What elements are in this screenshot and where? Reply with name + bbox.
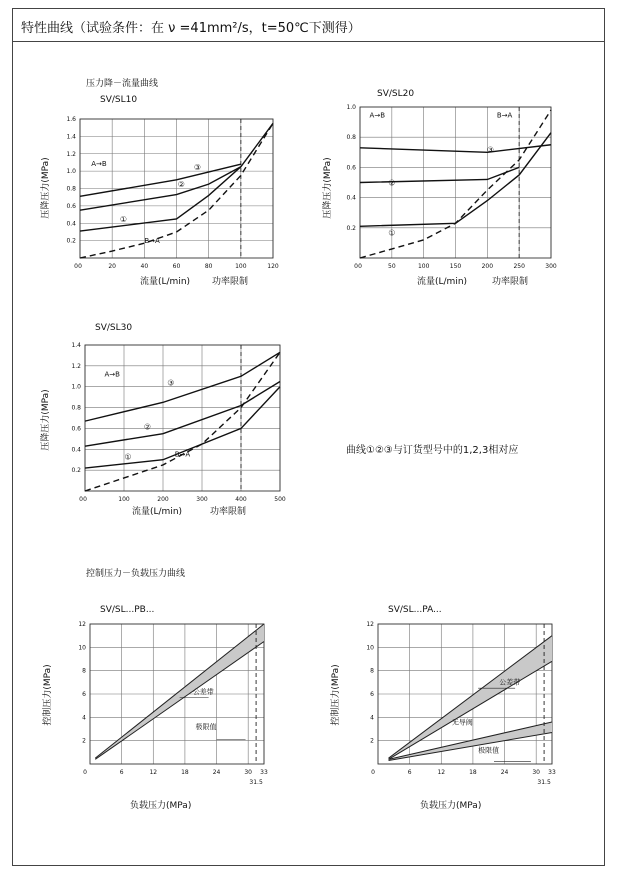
y-tick-label: 2 — [82, 737, 86, 745]
x-tick-label: 0 — [78, 263, 82, 270]
x-tick-label: 400 — [235, 496, 247, 503]
x-tick-label: 33 — [548, 769, 556, 776]
y-tick-label: 10 — [366, 644, 374, 652]
chart-title: SV/SL...PB... — [100, 605, 155, 615]
y-tick-label: 0.2 — [346, 224, 356, 232]
curve-number-label: ② — [143, 422, 151, 432]
origin-tick-label: 0 — [74, 263, 78, 270]
x-tick-label: 30 — [532, 769, 541, 776]
x-tick-label: 100 — [235, 263, 247, 270]
curve-number-label: ③ — [486, 145, 495, 155]
y-tick-label: 0.6 — [346, 164, 356, 172]
y-tick-label: 1.4 — [66, 133, 76, 141]
y-tick-label: 1.0 — [66, 168, 76, 176]
x-tick-label: 12 — [149, 769, 158, 776]
x-tick-label: 6 — [407, 769, 412, 776]
chart-title: SV/SL30 — [95, 323, 133, 333]
flow-direction-label: A→B — [104, 370, 120, 379]
x-tick-label: 20 — [108, 263, 116, 270]
chart-title: SV/SL10 — [100, 95, 138, 105]
curve-note: 曲线①②③与订货型号中的1,2,3相对应 — [346, 445, 519, 456]
y-tick-label: 0.8 — [71, 404, 81, 412]
x-tick-label: 33 — [260, 769, 268, 776]
band-boundary-line — [389, 733, 552, 761]
y-tick-label: 0.4 — [66, 220, 76, 228]
y-tick-label: 12 — [366, 621, 374, 628]
flow-direction-label: B→A — [174, 450, 191, 459]
curve-number-label: ③ — [193, 162, 201, 172]
band-boundary-line — [389, 636, 552, 759]
chart-sv-sl-pa — [330, 600, 570, 815]
y-tick-label: 0.4 — [71, 446, 81, 454]
chart-title: SV/SL20 — [377, 89, 415, 99]
band-label: 无导阀 — [451, 718, 473, 727]
origin-tick-label: 0 — [371, 769, 375, 776]
curve-number-label: ② — [388, 178, 396, 188]
x-tick-label: 24 — [212, 769, 221, 776]
x-tick-label: 120 — [267, 263, 279, 270]
y-tick-label: 1.0 — [71, 383, 81, 391]
x-tick-label: 300 — [196, 496, 208, 503]
flow-direction-label: B→A — [496, 111, 513, 120]
x-tick-label: 24 — [500, 769, 509, 776]
chart-sv-sl10 — [40, 88, 290, 288]
x-tick-label: 80 — [204, 263, 213, 270]
x-axis-label: 负载压力(MPa) — [420, 801, 482, 811]
band-label: 公差带 — [499, 678, 521, 687]
limit-value-label: 31.5 — [249, 779, 263, 786]
y-tick-label: 1.4 — [71, 342, 81, 349]
x-axis-label: 负载压力(MPa) — [130, 801, 192, 811]
flow-direction-label: B→A — [144, 237, 160, 246]
page-header — [12, 8, 605, 42]
y-axis-label: 控制压力(MPa) — [43, 664, 53, 726]
band-boundary-line — [95, 642, 264, 760]
y-tick-label: 0.8 — [66, 185, 76, 193]
x-tick-label: 150 — [449, 263, 462, 270]
y-tick-label: 2 — [370, 737, 374, 745]
y-tick-label: 8 — [82, 667, 86, 675]
y-tick-label: 1.2 — [71, 362, 81, 370]
y-tick-label: 0.8 — [346, 134, 356, 142]
x-tick-label: 200 — [481, 263, 494, 270]
y-tick-label: 6 — [370, 691, 374, 698]
band-label: 公差带 — [192, 688, 214, 696]
power-limit-label: 功率限制 — [212, 277, 249, 287]
x-tick-label: 0 — [83, 496, 87, 503]
x-tick-label: 100 — [417, 263, 430, 270]
y-tick-label: 0.6 — [66, 202, 76, 210]
curve-number-label: ① — [388, 228, 396, 238]
y-tick-label: 0.6 — [71, 425, 81, 433]
y-tick-label: 0.2 — [66, 237, 76, 245]
x-tick-label: 100 — [118, 496, 130, 503]
x-tick-label: 0 — [358, 263, 362, 270]
origin-tick-label: 0 — [354, 263, 358, 270]
x-tick-label: 6 — [119, 769, 124, 776]
y-tick-label: 1.0 — [346, 104, 356, 111]
y-tick-label: 1.2 — [66, 150, 76, 158]
x-tick-label: 300 — [545, 263, 557, 270]
page-title: 特性曲线（试验条件：在 ν =41mm²/s，t=50℃下测得） — [21, 21, 361, 36]
y-tick-label: 0.4 — [346, 194, 356, 202]
chart-title: SV/SL...PA... — [388, 605, 442, 615]
y-tick-label: 12 — [78, 621, 86, 628]
section-heading-control-pressure: 控制压力－负载压力曲线 — [86, 569, 186, 579]
power-limit-label: 功率限制 — [492, 277, 529, 287]
origin-tick-label: 0 — [83, 769, 87, 776]
curve-number-label: ① — [124, 452, 132, 462]
origin-tick-label: 0 — [79, 496, 83, 503]
band-label: 极限值 — [478, 746, 500, 755]
x-tick-label: 50 — [388, 263, 396, 270]
y-axis-label: 压降压力(MPa) — [323, 157, 333, 219]
x-axis-label: 流量(L/min) — [140, 277, 191, 287]
x-tick-label: 30 — [244, 769, 253, 776]
chart-sv-sl-pb — [40, 600, 280, 815]
curve-number-label: ② — [177, 180, 185, 190]
x-tick-label: 18 — [181, 769, 189, 776]
x-tick-label: 60 — [172, 263, 181, 270]
x-axis-label: 流量(L/min) — [417, 277, 468, 287]
series-line-curve — [360, 167, 519, 182]
band-boundary-line — [95, 624, 264, 758]
flow-direction-label: A→B — [91, 159, 107, 168]
y-tick-label: 4 — [370, 714, 374, 722]
band-label: 极限值 — [195, 723, 217, 731]
x-tick-label: 250 — [513, 263, 525, 270]
y-tick-label: 1.6 — [66, 116, 76, 123]
y-axis-label: 压降压力(MPa) — [41, 389, 51, 451]
x-tick-label: 12 — [437, 769, 446, 776]
chart-sv-sl20 — [322, 88, 562, 288]
y-tick-label: 10 — [78, 644, 86, 652]
chart-sv-sl30 — [40, 318, 295, 523]
flow-direction-label: A→B — [369, 111, 386, 120]
y-axis-label: 控制压力(MPa) — [331, 664, 341, 726]
x-tick-label: 200 — [157, 496, 169, 503]
curve-number-label: ① — [119, 214, 128, 224]
x-axis-label: 流量(L/min) — [132, 507, 183, 517]
section-heading-pressure-drop: 压力降－流量曲线 — [86, 79, 159, 89]
limit-value-label: 31.5 — [537, 779, 551, 786]
curve-number-label: ③ — [167, 378, 175, 388]
y-tick-label: 0.2 — [71, 467, 81, 475]
y-tick-label: 6 — [82, 691, 86, 698]
y-tick-label: 4 — [82, 714, 86, 722]
x-tick-label: 40 — [140, 263, 149, 270]
x-tick-label: 18 — [469, 769, 477, 776]
power-limit-label: 功率限制 — [210, 507, 247, 517]
x-tick-label: 500 — [274, 496, 286, 503]
y-axis-label: 压降压力(MPa) — [41, 157, 51, 219]
y-tick-label: 8 — [370, 667, 374, 675]
